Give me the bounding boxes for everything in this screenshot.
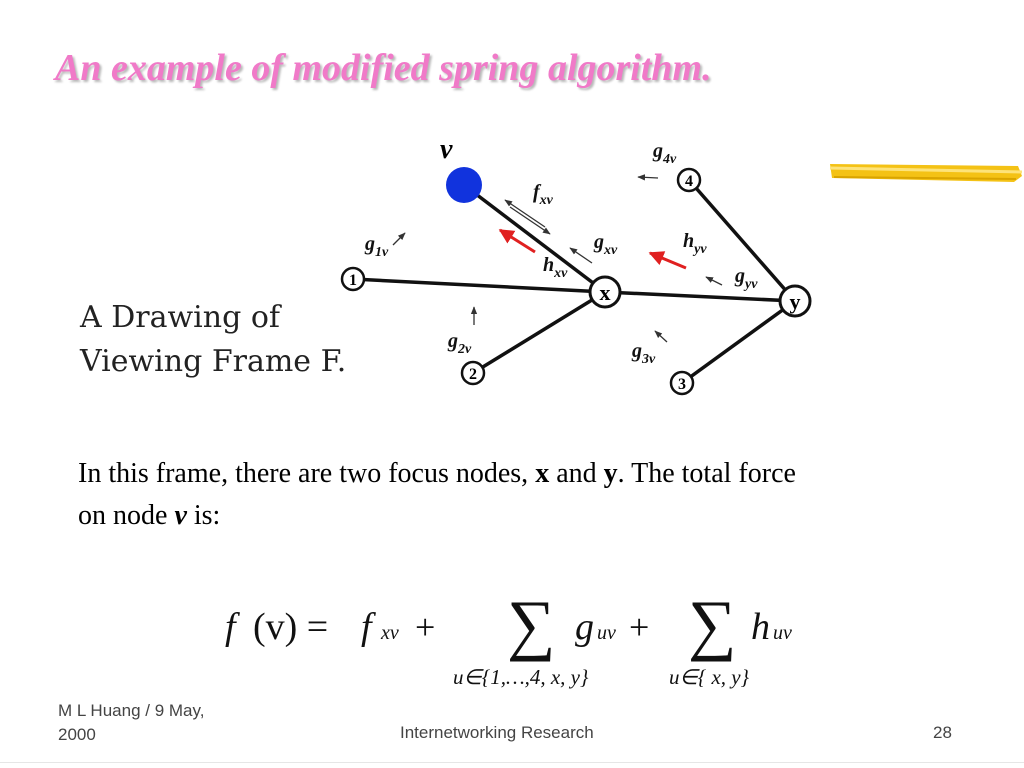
edge-x-2: [473, 292, 605, 373]
formula-term-g: g: [575, 606, 594, 648]
paragraph-line1: [78, 453, 978, 495]
label-g4v: $g_{4v}$: [653, 140, 677, 167]
label-g3v: $g_{3v}$: [632, 340, 656, 367]
node-4: [678, 169, 700, 191]
edge-y-3: [682, 301, 795, 383]
edge-x-y: [605, 292, 795, 301]
decorative-brush-stroke: [828, 158, 1024, 188]
formula-plus-1: +: [415, 607, 436, 647]
label-gyv: $g_{yv}$: [735, 265, 758, 292]
formula-term-g-sub: uv: [597, 622, 616, 644]
label-gxv: $g_{xv}$: [594, 231, 618, 258]
node-y: [780, 286, 810, 316]
node-1-label: 1: [349, 272, 357, 289]
label-g1v: $g_{1v}$: [365, 233, 389, 260]
bottom-divider: [0, 762, 1024, 763]
formula-sum-2-range: u∈{ x, y}: [669, 665, 749, 689]
label-fxv: $f_{xv}$: [533, 181, 553, 208]
arrow-fxv-down: [510, 207, 550, 234]
node-2-label: 2: [469, 366, 477, 383]
label-hyv: $h_{yv}$: [683, 230, 707, 257]
footer-author-line1: M L Huang / 9 May,: [58, 701, 205, 720]
node-2: [462, 362, 484, 384]
diagram-caption-line2: Viewing Frame F.: [80, 344, 347, 379]
footer-title: Internetworking Research: [400, 723, 594, 742]
paragraph-text-3: on node: [78, 500, 175, 531]
node-y-label: y: [789, 289, 801, 314]
formula-sum-1-range: u∈{1,…,4, x, y}: [453, 665, 589, 689]
slide-title: An example of modified spring algorithm.: [55, 47, 712, 89]
arrow-g3v: [655, 331, 667, 342]
node-3: [671, 372, 693, 394]
paragraph-text-2: . The total force: [617, 458, 796, 489]
formula-term-f: f: [361, 606, 372, 648]
red-force-arrows: [500, 230, 686, 268]
node-3-label: 3: [678, 376, 686, 393]
paragraph-line2: [78, 495, 978, 537]
focus-node-y: y: [603, 458, 618, 489]
paragraph-text-and: and: [549, 458, 604, 489]
node-x: [590, 277, 620, 307]
arrow-gxv: [570, 248, 592, 263]
formula-term-f-sub: xv: [381, 622, 399, 644]
formula-term-h: h: [751, 606, 770, 648]
diagram-edges: [353, 180, 795, 383]
diagram-caption: [80, 296, 346, 384]
page-number: 28: [933, 723, 952, 742]
node-1: [342, 268, 364, 290]
arrow-g4v: [638, 177, 658, 178]
arrow-gyv: [706, 277, 722, 285]
paragraph-text-4: is:: [186, 500, 221, 531]
formula-term-h-sub: uv: [773, 622, 792, 644]
formula-sum-2: ∑: [688, 586, 737, 662]
node-v: [446, 167, 482, 203]
formula-lhs-arg: (v) =: [253, 606, 329, 648]
focus-node-x: x: [535, 458, 550, 489]
explanation-paragraph: [78, 453, 978, 537]
footer-author: [58, 699, 204, 747]
arrow-g1v: [393, 233, 405, 245]
node-v-reference: v: [174, 500, 187, 531]
spring-diagram: [330, 135, 830, 405]
diagram-caption-line1: A Drawing of: [80, 300, 280, 335]
node-4-label: 4: [685, 173, 693, 190]
force-arrows: [393, 177, 722, 342]
paragraph-text-1: In this frame, there are two focus nodes,: [78, 458, 536, 489]
label-hxv: $h_{xv}$: [543, 254, 568, 281]
formula-lhs-f: f: [225, 606, 236, 648]
footer-author-line2: 2000: [58, 725, 96, 744]
red-arrow-hyv: [650, 253, 686, 268]
label-g2v: $g_{2v}$: [448, 330, 472, 357]
formula-plus-2: +: [629, 607, 650, 647]
force-formula: [215, 585, 815, 695]
formula-sum-1: ∑: [507, 586, 556, 662]
node-v-label: v: [440, 135, 453, 165]
node-x-label: x: [599, 280, 611, 305]
